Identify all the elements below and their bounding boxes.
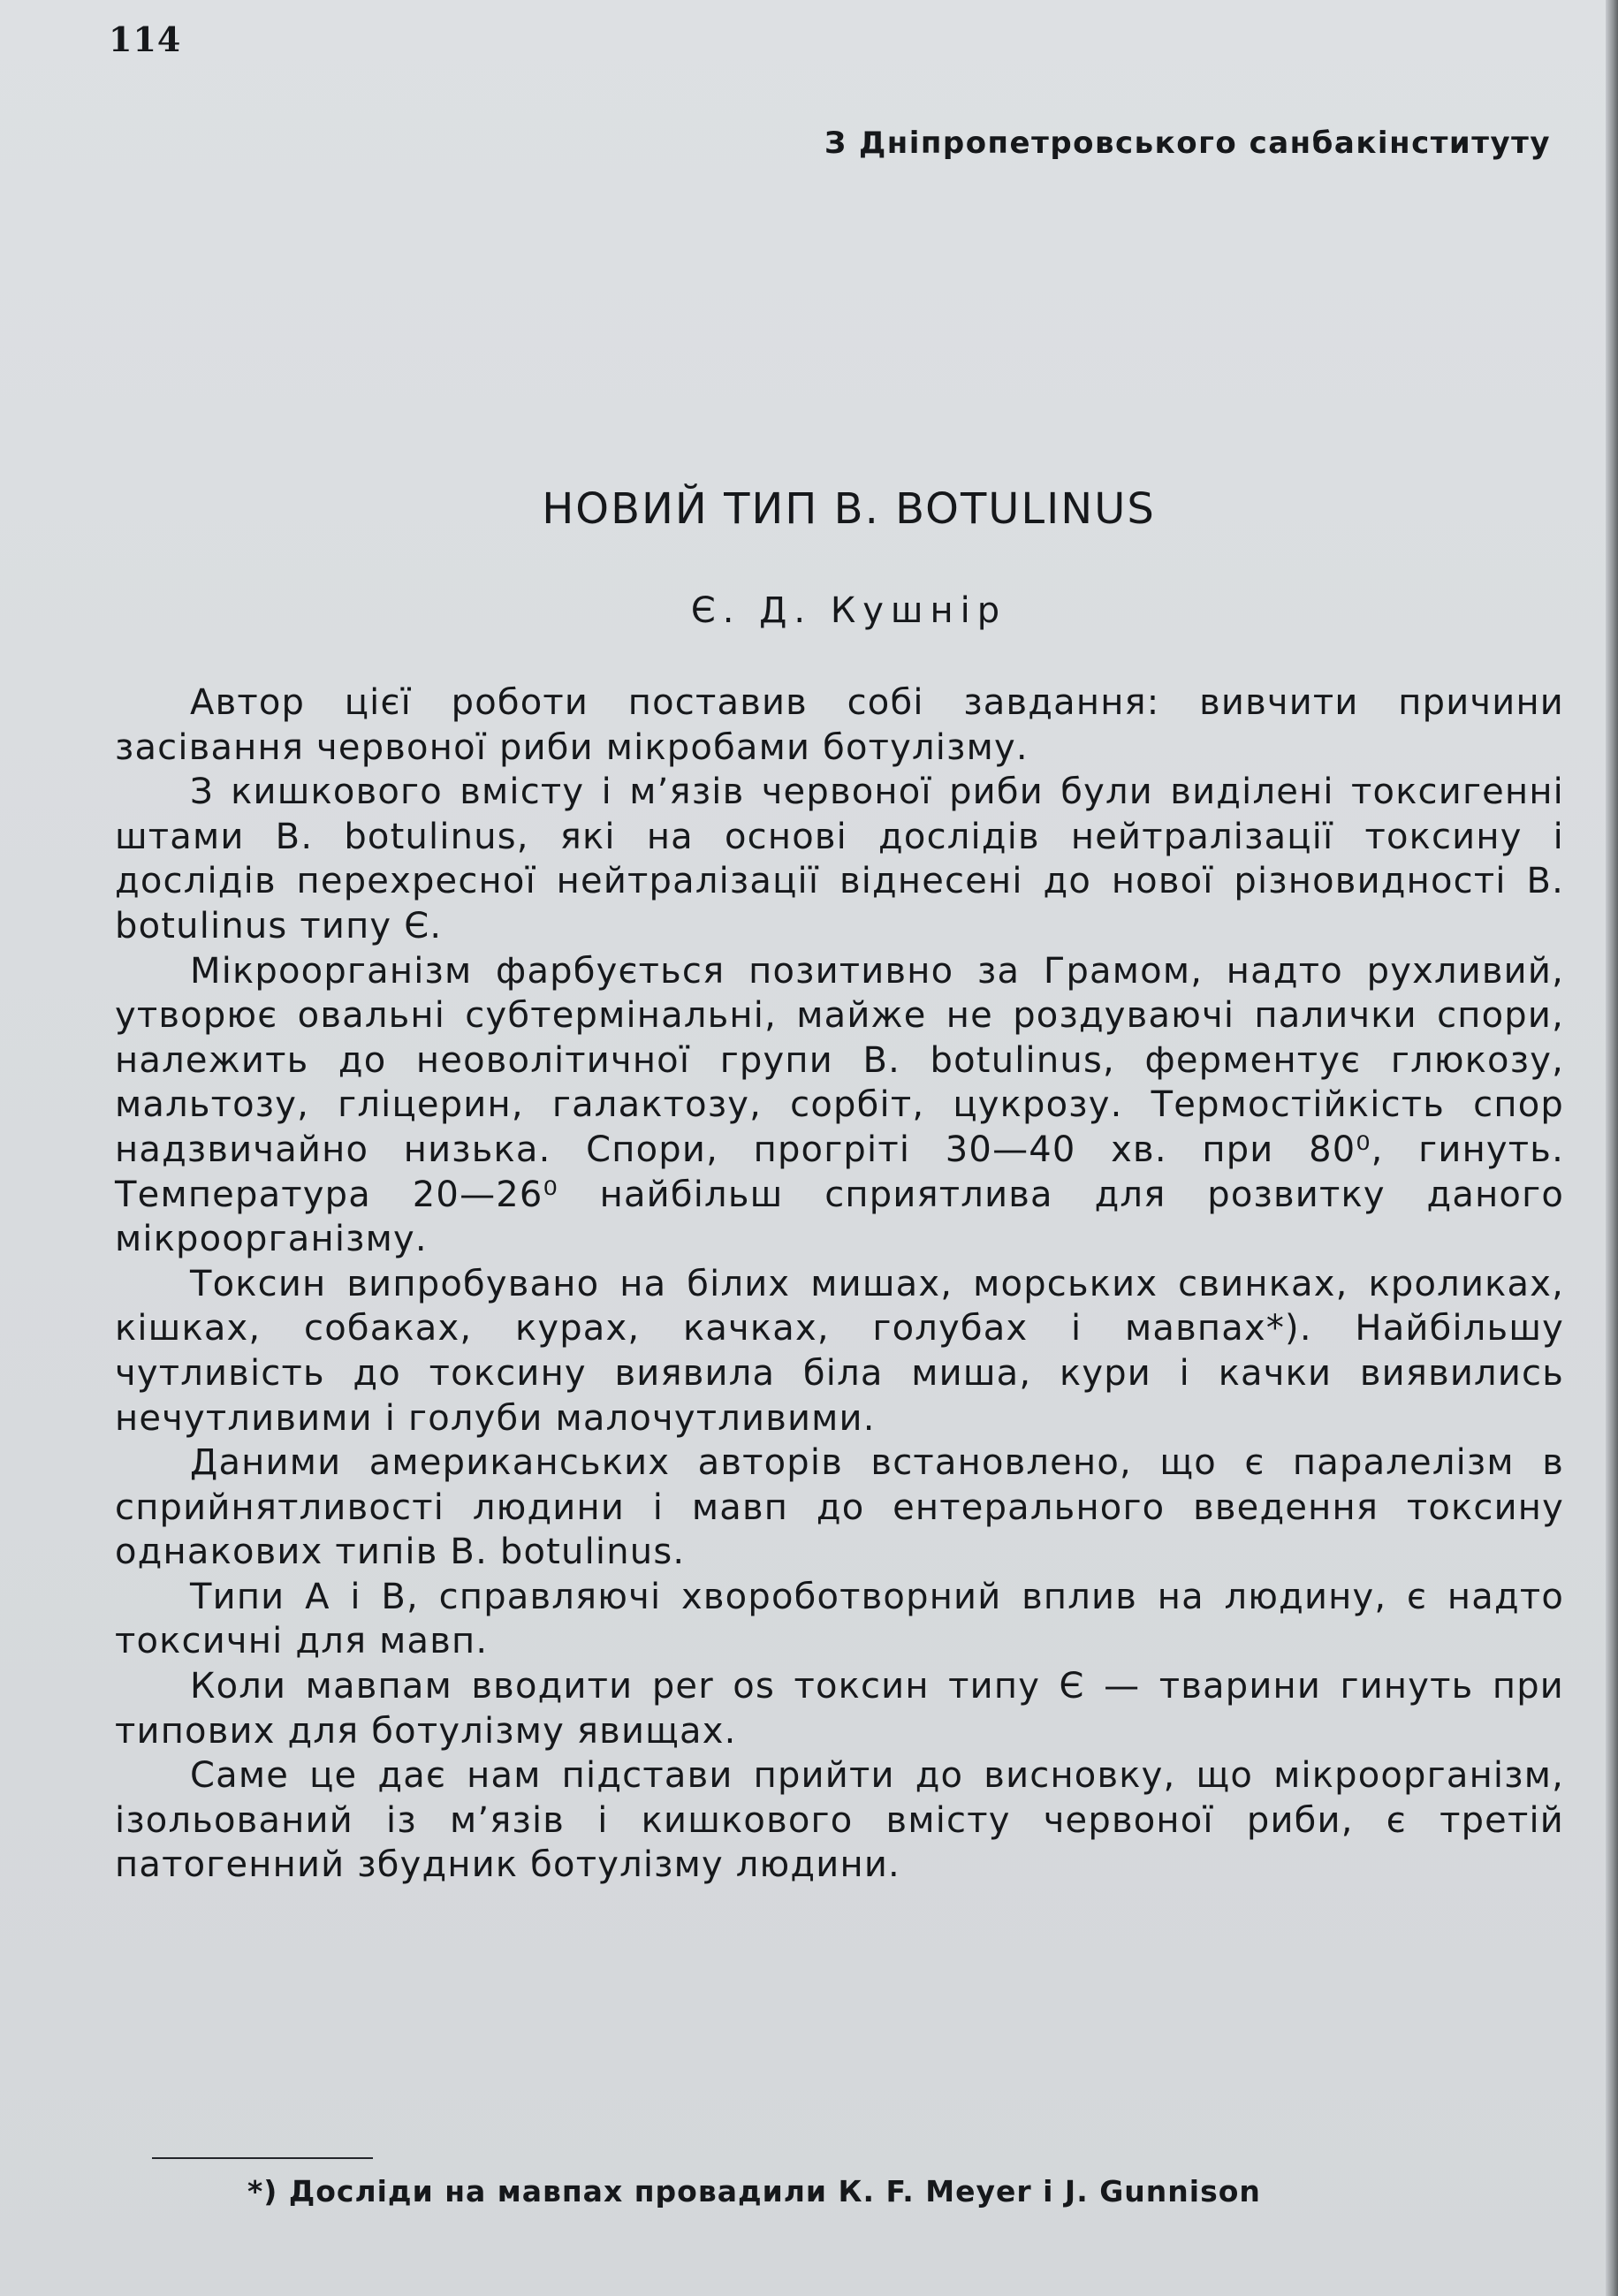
article-author: Є. Д. Кушнір [690, 590, 1007, 631]
footnote: *) Досліди на мавпах провадили К. F. Meyer і J. Gunnison [247, 2174, 1261, 2209]
footnote-divider [152, 2157, 373, 2159]
article-title: НОВИЙ ТИП В. BOTULINUS [542, 484, 1156, 534]
page-binding-edge [1606, 0, 1618, 2296]
paragraph-1: Автор цієї роботи поставив собі завдання: вивчити причини засівання червоної риби мікробами ботулізму. [115, 682, 1564, 768]
paragraph-5: Даними американських авторів встановлено, що є паралелізм в сприйнятливості людини і мавп до ентерального введення токсину однакових типів В. botulinus. [115, 1442, 1564, 1573]
paragraph-8: Саме це дає нам підстави прийти до висновку, що мікроорганізм, ізольований із м’язів і кишкового вмісту червоної риби, є третій патогенний збудник ботулізму людини. [115, 1755, 1564, 1886]
paragraph-4: Токсин випробувано на білих мишах, морських свинках, кроликах, кішках, собаках, курах, качках, голубах і мавпах*). Найбільшу чутливість до токсину виявила біла миша, кури і качки виявились нечутливими і голуби малочутливими. [115, 1263, 1564, 1439]
paragraph-3: Мікроорганізм фарбується позитивно за Грамом, надто рухливий, утворює овальні субтермінальні, майже не роздуваючі палички спори, належить до неоволітичної групи В. botulinus, ферментує глюкозу, мальтозу, гліцерин, галактозу, сорбіт, цукрозу. Термостійкість спор надзвичайно низька. Спори, прогріті 30—40 хв. при 80⁰, гинуть. Температура 20—26⁰ найбільш сприятлива для розвитку даного мікроорганізму. [115, 950, 1564, 1260]
paragraph-6: Типи А і В, справляючі хвороботворний вплив на людину, є надто токсичні для мавп. [115, 1576, 1564, 1662]
institute-heading: З Дніпропетровського санбакінституту [824, 125, 1551, 161]
paragraph-2: З кишкового вмісту і м’язів червоної риби були виділені токсигенні штами В. botulinus, які на основі дослідів нейтралізації токсину і дослідів перехресної нейтралізації віднесені до нової різновидності В. botulinus типу Є. [115, 772, 1564, 947]
article-body [115, 680, 1564, 1888]
page-number: 114 [109, 19, 182, 59]
paragraph-7: Коли мавпам вводити per os токсин типу Є — тварини гинуть при типових для ботулізму явищах. [115, 1666, 1564, 1752]
